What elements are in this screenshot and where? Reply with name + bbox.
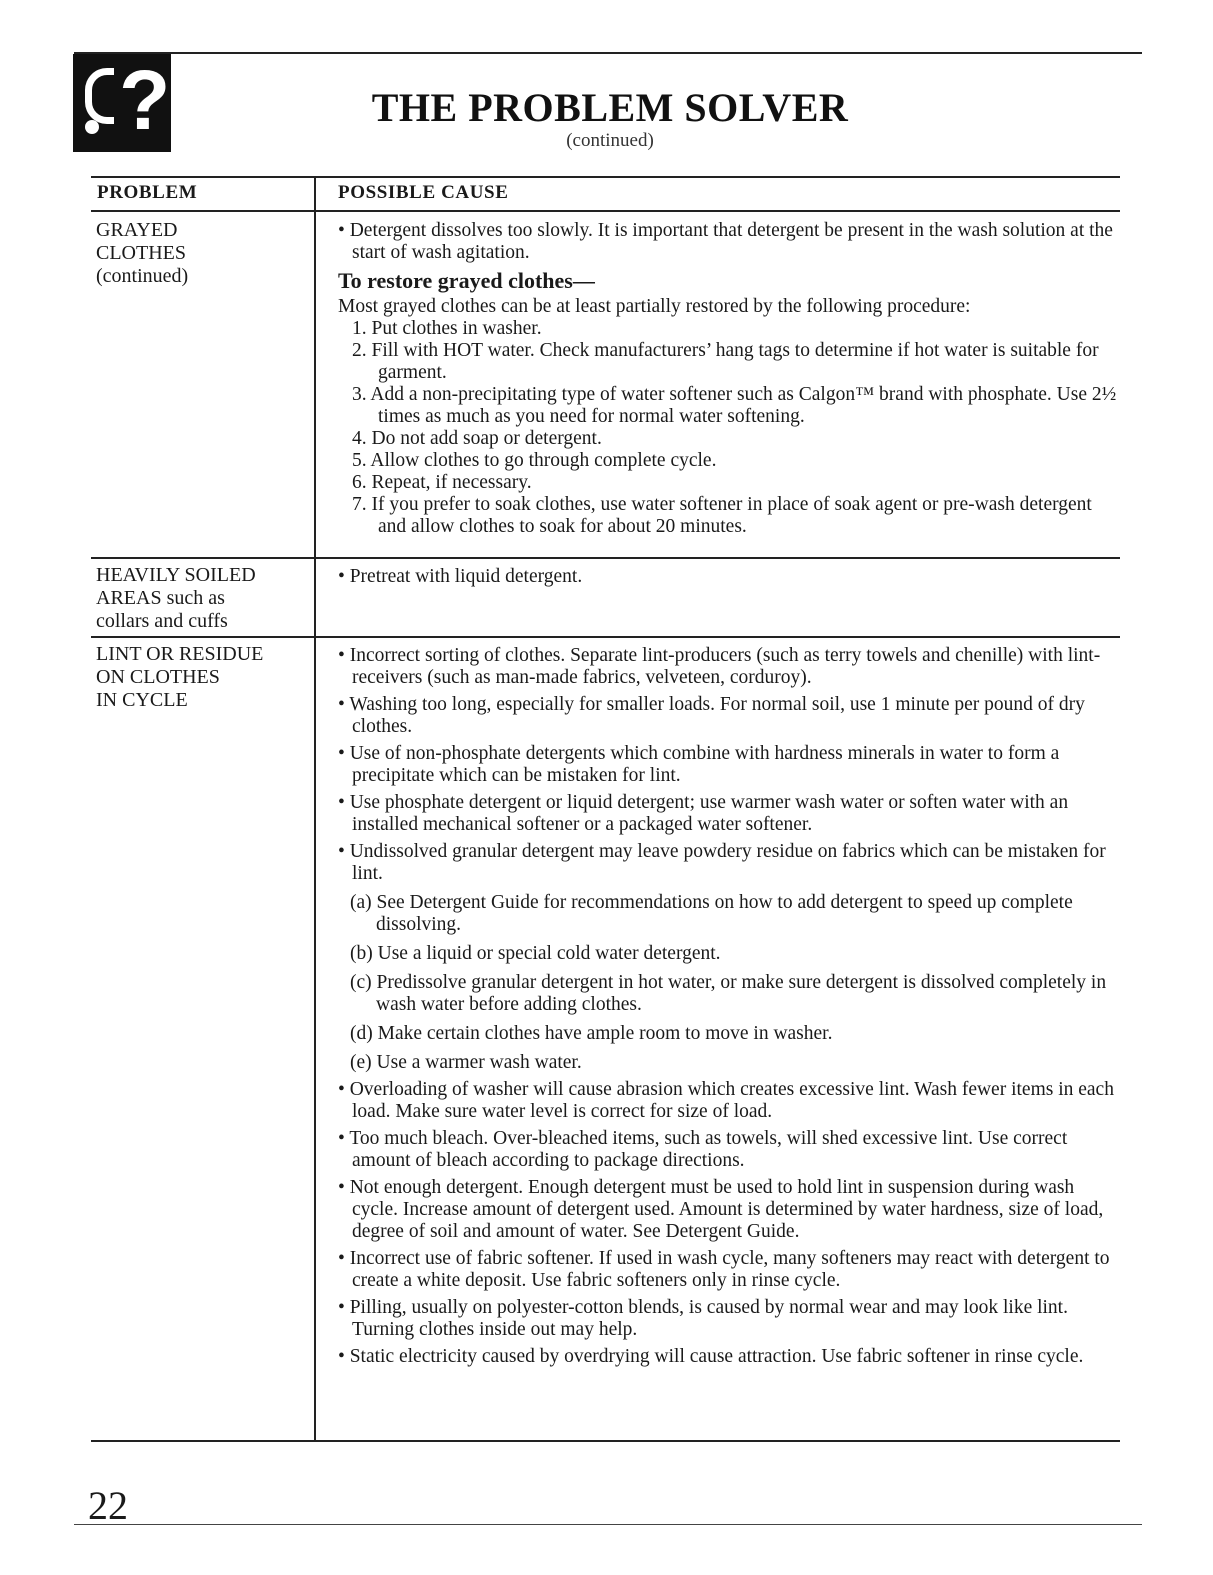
cause-item: • Too much bleach. Over-bleached items, such as towels, will shed excessive lint. Use correct amount of bleach according to package directions. xyxy=(338,1128,1118,1172)
cause-item: • Detergent dissolves too slowly. It is important that detergent be present in the wash solution at the start of wash agitation. xyxy=(338,220,1118,264)
procedure-step: 3. Add a non-precipitating type of water softener such as Calgon™ brand with phosphate. Use 2½ times as much as you need for normal water softening. xyxy=(352,384,1117,427)
cause-subitem: (a) See Detergent Guide for recommendations on how to add detergent to speed up complete dissolving. xyxy=(350,892,1073,935)
question-mark-icon: ? xyxy=(119,54,171,147)
cause-item: • Static electricity caused by overdrying will cause attraction. Use fabric softener in rinse cycle. xyxy=(338,1346,1118,1368)
cause-heavily-soiled xyxy=(338,566,1118,588)
col-header-problem: PROBLEM xyxy=(97,182,198,203)
problem-line: AREAS such as xyxy=(96,587,225,609)
problem-lint-residue xyxy=(96,643,306,712)
problem-grayed-clothes xyxy=(96,219,306,288)
problem-heavily-soiled xyxy=(96,564,306,633)
cause-subitem: (e) Use a warmer wash water. xyxy=(350,1052,582,1073)
column-divider xyxy=(314,176,316,1440)
cause-subitem: (d) Make certain clothes have ample room to move in washer. xyxy=(350,1023,833,1044)
cause-item: • Incorrect use of fabric softener. If used in wash cycle, many softeners may react with detergent to create a white deposit. Use fabric softeners only in rinse cycle. xyxy=(338,1248,1118,1292)
cause-item: • Washing too long, especially for smaller loads. For normal soil, use 1 minute per pound of dry clothes. xyxy=(338,694,1118,738)
problem-line: ON CLOTHES xyxy=(96,666,220,688)
cause-subitem: (b) Use a liquid or special cold water detergent. xyxy=(350,943,721,964)
page-subtitle: (continued) xyxy=(566,130,654,151)
procedure-step: 1. Put clothes in washer. xyxy=(352,318,542,339)
cause-item: • Overloading of washer will cause abrasion which creates excessive lint. Wash fewer items in each load. Make sure water level is correct for size of load. xyxy=(338,1079,1118,1123)
cause-item: • Use phosphate detergent or liquid detergent; use warmer wash water or soften water with an installed mechanical softener or a packaged water softener. xyxy=(338,792,1118,836)
cause-item: • Incorrect sorting of clothes. Separate lint-producers (such as terry towels and chenille) with lint-receivers (such as man-made fabrics, velveteen, corduroy). xyxy=(338,645,1118,689)
col-header-cause: POSSIBLE CAUSE xyxy=(338,182,509,203)
page-title: THE PROBLEM SOLVER xyxy=(371,85,849,130)
cause-lint-residue xyxy=(338,645,1118,1368)
problem-line: LINT OR RESIDUE xyxy=(96,643,264,665)
procedure-step: 5. Allow clothes to go through complete cycle. xyxy=(352,450,717,471)
problem-line: IN CYCLE xyxy=(96,689,188,711)
problem-line: (continued) xyxy=(96,265,189,287)
hook-icon xyxy=(85,68,114,124)
row-rule xyxy=(91,636,1120,638)
top-rule xyxy=(74,52,1142,54)
table-top-rule xyxy=(91,176,1120,178)
problem-line: CLOTHES xyxy=(96,242,186,264)
procedure-step: 4. Do not add soap or detergent. xyxy=(352,428,602,449)
cause-item: • Use of non-phosphate detergents which combine with hardness minerals in water to form a precipitate which can be mistaken for lint. xyxy=(338,743,1118,787)
section-heading: To restore grayed clothes— xyxy=(338,268,595,293)
bottom-rule xyxy=(74,1524,1142,1525)
cause-grayed-clothes xyxy=(338,220,1118,538)
procedure-step: 7. If you prefer to soak clothes, use water softener in place of soak agent or pre-wash detergent and allow clothes to soak for about 20 minutes. xyxy=(352,494,1092,537)
row-rule xyxy=(91,557,1120,559)
page-number: 22 xyxy=(88,1483,128,1528)
dot-icon xyxy=(85,120,99,134)
procedure-step: 2. Fill with HOT water. Check manufacturers’ hang tags to determine if hot water is suitable for garment. xyxy=(352,340,1099,383)
problem-line: GRAYED xyxy=(96,219,178,241)
cause-item: • Pretreat with liquid detergent. xyxy=(338,566,1118,588)
cause-subitem: (c) Predissolve granular detergent in hot water, or make sure detergent is dissolved completely in wash water before adding clothes. xyxy=(350,972,1107,1015)
problem-line: HEAVILY SOILED xyxy=(96,564,256,586)
cause-item: • Not enough detergent. Enough detergent must be used to hold lint in suspension during wash cycle. Increase amount of detergent used. Amount is determined by water hardness, size of load, degree of soil and amount of water. See Detergent Guide. xyxy=(338,1177,1118,1243)
header-rule xyxy=(91,210,1120,212)
cause-item: • Undissolved granular detergent may leave powdery residue on fabrics which can be mistaken for lint. xyxy=(338,841,1118,885)
procedure-intro: Most grayed clothes can be at least partially restored by the following procedure: xyxy=(338,296,971,317)
table-bottom-rule xyxy=(91,1440,1120,1442)
cause-item: • Pilling, usually on polyester-cotton blends, is caused by normal wear and may look like lint. Turning clothes inside out may help. xyxy=(338,1297,1118,1341)
procedure-step: 6. Repeat, if necessary. xyxy=(352,472,532,493)
problem-solver-logo xyxy=(73,54,171,152)
problem-line: collars and cuffs xyxy=(96,610,228,632)
